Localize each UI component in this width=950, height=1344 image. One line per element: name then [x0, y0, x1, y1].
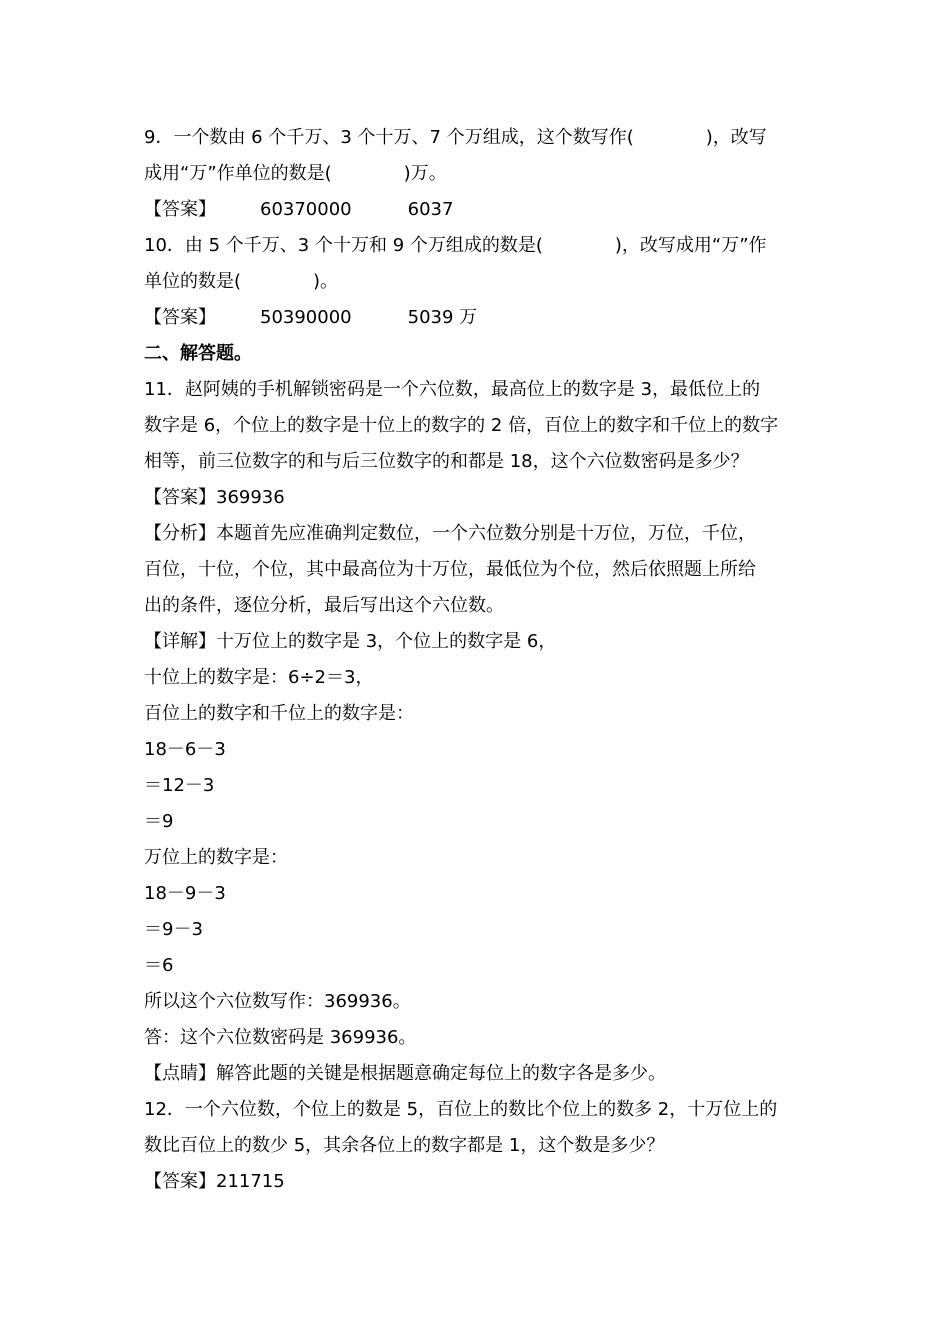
question-11-detail-9: ＝9－3 — [144, 919, 203, 940]
question-11-detail-5: ＝12－3 — [144, 775, 215, 796]
answer-value-2: 5039 万 — [407, 307, 478, 328]
answer-label: 【答案】 — [144, 199, 216, 220]
question-12-answer: 【答案】211715 — [144, 1171, 285, 1192]
answer-value-1: 60370000 — [260, 199, 352, 220]
section-heading: 二、解答题。 — [144, 343, 252, 364]
question-9-answer — [144, 192, 814, 228]
question-11-detail-1: 【详解】十万位上的数字是 3，个位上的数字是 6， — [144, 631, 557, 652]
question-12-line-1: 12．一个六位数，个位上的数是 5，百位上的数比个位上的数多 2，十万位上的 — [144, 1099, 778, 1120]
question-10-line-1: 10．由 5 个千万、3 个十万和 9 个万组成的数是( )，改写成用“万”作 — [144, 235, 767, 256]
question-11-detail-10: ＝6 — [144, 955, 174, 976]
question-11-line-3: 相等，前三位数字的和与后三位数字的和都是 18，这个六位数密码是多少？ — [144, 451, 749, 472]
question-11-analysis-3: 出的条件，逐位分析，最后写出这个六位数。 — [144, 595, 504, 616]
answer-value-2: 6037 — [407, 199, 454, 220]
question-11-answer: 【答案】369936 — [144, 487, 285, 508]
question-11-comment: 【点睛】解答此题的关键是根据题意确定每位上的数字各是多少。 — [144, 1063, 666, 1084]
question-11-line-2: 数字是 6，个位上的数字是十位上的数字的 2 倍，百位上的数字和千位上的数字 — [144, 415, 779, 436]
question-11-analysis-2: 百位，十位，个位，其中最高位为十万位，最低位为个位，然后依照题上所给 — [144, 559, 756, 580]
answer-label: 【答案】 — [144, 307, 216, 328]
question-10-line-2: 单位的数是( )。 — [144, 271, 339, 292]
question-11-detail-3: 百位上的数字和千位上的数字是： — [144, 703, 414, 724]
question-11-detail-2: 十位上的数字是：6÷2＝3， — [144, 667, 374, 688]
document-page — [144, 120, 814, 1200]
question-11-line-1: 11．赵阿姨的手机解锁密码是一个六位数，最高位上的数字是 3，最低位上的 — [144, 379, 761, 400]
question-11-detail-6: ＝9 — [144, 811, 174, 832]
question-11-detail-4: 18－6－3 — [144, 739, 226, 760]
question-9-line-2: 成用“万”作单位的数是( )万。 — [144, 163, 447, 184]
question-10-answer — [144, 300, 814, 336]
question-11-detail-7: 万位上的数字是： — [144, 847, 288, 868]
question-12-line-2: 数比百位上的数少 5，其余各位上的数字都是 1，这个数是多少？ — [144, 1135, 665, 1156]
question-11-analysis-1: 【分析】本题首先应准确判定数位，一个六位数分别是十万位，万位，千位， — [144, 523, 756, 544]
question-11-detail-11: 所以这个六位数写作：369936。 — [144, 991, 411, 1012]
question-9-line-1: 9．一个数由 6 个千万、3 个十万、7 个万组成，这个数写作( )，改写 — [144, 127, 767, 148]
answer-value-1: 50390000 — [260, 307, 352, 328]
question-11-detail-12: 答：这个六位数密码是 369936。 — [144, 1027, 417, 1048]
question-11-detail-8: 18－9－3 — [144, 883, 226, 904]
